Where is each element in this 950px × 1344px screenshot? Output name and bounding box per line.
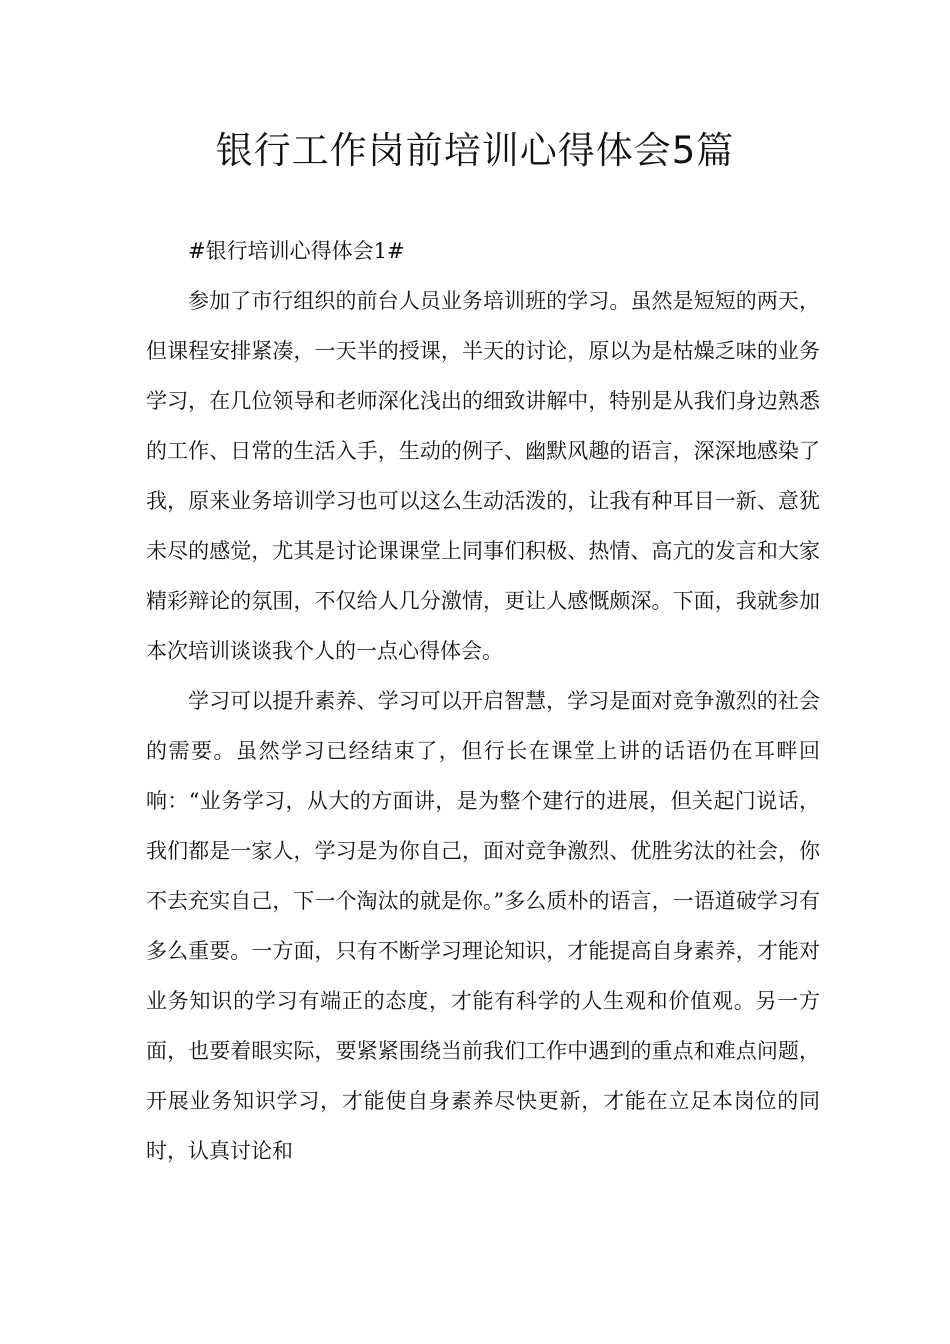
document-body <box>146 226 820 1176</box>
paragraph-1: 参加了市行组织的前台人员业务培训班的学习。虽然是短短的两天，但课程安排紧凑，一天半的授课，半天的讨论，原以为是枯燥乏味的业务学习，在几位领导和老师深化浅出的细致讲解中，特别是从我们身边熟悉的工作、日常的生活入手，生动的例子、幽默风趣的语言，深深地感染了我，原来业务培训学习也可以这么生动活泼的，让我有种耳目一新、意犹未尽的感觉，尤其是讨论课课堂上同事们积极、热情、高亢的发言和大家精彩辩论的氛围，不仅给人几分激情，更让人感慨颇深。下面，我就参加本次培训谈谈我个人的一点心得体会。 <box>146 289 820 663</box>
paragraph-2: 学习可以提升素养、学习可以开启智慧，学习是面对竞争激烈的社会的需要。虽然学习已经结束了，但行长在课堂上讲的话语仍在耳畔回响：“业务学习，从大的方面讲，是为整个建行的进展，但关起门说话，我们都是一家人，学习是为你自己，面对竞争激烈、优胜劣汰的社会，你不去充实自己，下一个淘汰的就是你。”多么质朴的语言，一语道破学习有多么重要。一方面，只有不断学习理论知识，才能提高自身素养，才能对业务知识的学习有端正的态度，才能有科学的人生观和价值观。另一方面，也要着眼实际，要紧紧围绕当前我们工作中遇到的重点和难点问题，开展业务知识学习，才能使自身素养尽快更新，才能在立足本岗位的同时，认真讨论和 <box>146 689 820 1163</box>
document-title: 银行工作岗前培训心得体会5篇 <box>215 129 735 172</box>
section-heading: #银行培训心得体会1# <box>188 239 405 263</box>
